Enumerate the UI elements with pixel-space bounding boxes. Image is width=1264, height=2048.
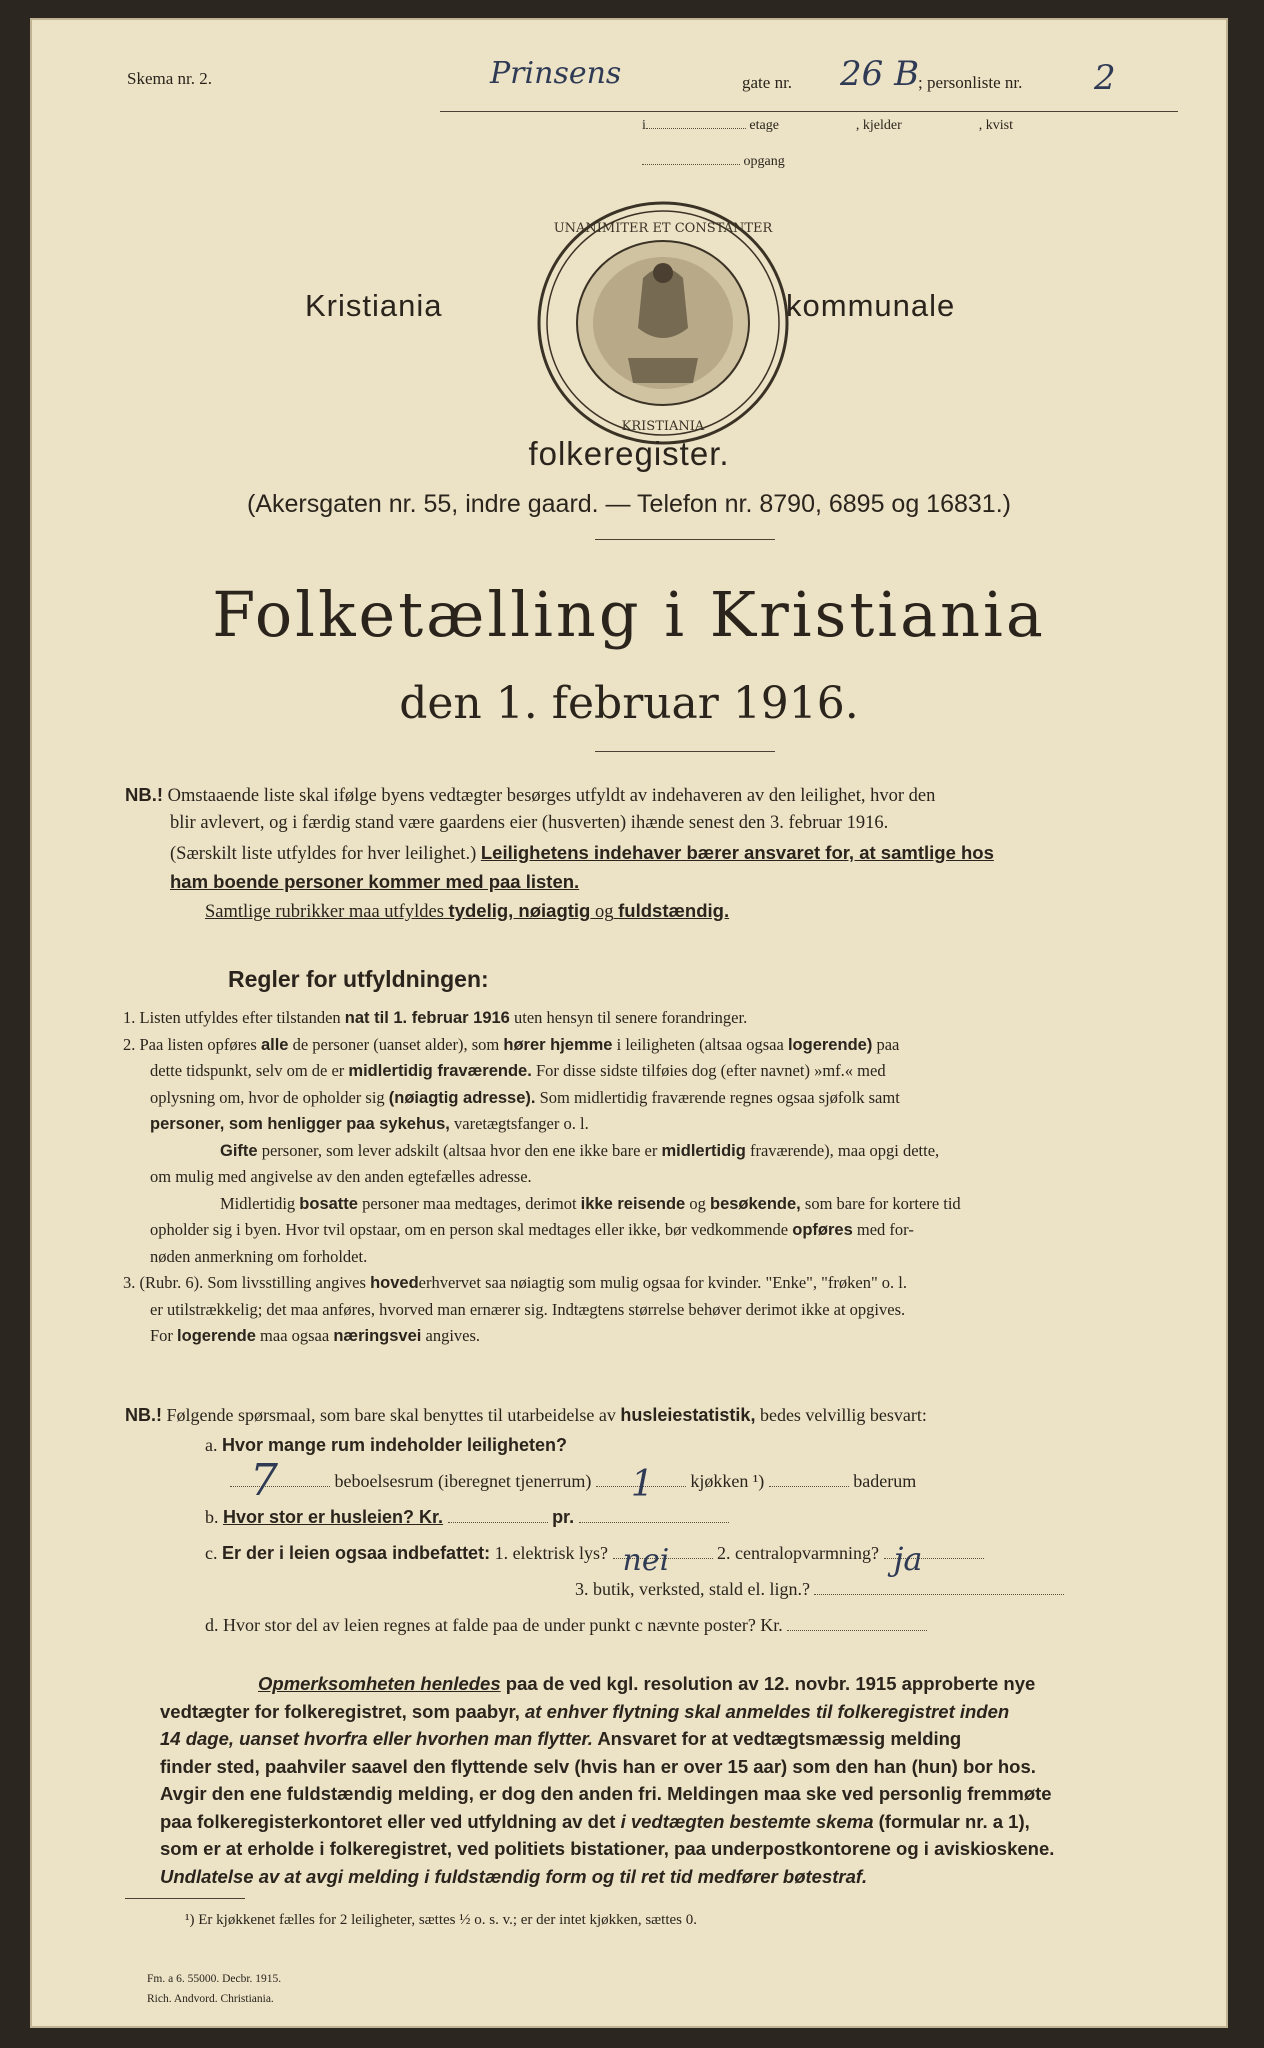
question-d: d. Hvor stor del av leien regnes at falde paa de under punkt c nævnte poster? Kr. bbox=[205, 1615, 783, 1635]
notice-1a: Opmerksomheten henledes bbox=[258, 1673, 501, 1694]
nb1-line-5c: og bbox=[595, 902, 614, 922]
etage-line bbox=[642, 118, 1013, 134]
question-b-pr: pr. bbox=[552, 1507, 575, 1527]
heating-value: ja bbox=[893, 1540, 923, 1578]
schema-label: Skema nr. 2. bbox=[127, 69, 212, 88]
notice-5: Avgir den ene fuldstændig melding, er dog den anden fri. Meldingen maa ske ved personlig fremmøte bbox=[160, 1783, 1052, 1804]
rule-2c: de personer (uanset alder), som bbox=[292, 1034, 500, 1054]
qc-electric-label: 1. elektrisk lys? bbox=[494, 1543, 609, 1563]
rule-6c: midlertidig bbox=[661, 1141, 746, 1160]
kommunale-label: kommunale bbox=[786, 288, 956, 323]
rule-3b: midlertidig fraværende. bbox=[348, 1062, 532, 1080]
nb2-marker: NB.! bbox=[125, 1405, 162, 1425]
header-rule bbox=[440, 111, 1178, 112]
svg-text:KRISTIANIA: KRISTIANIA bbox=[621, 419, 705, 434]
rule-8g: som bare for kortere tid bbox=[800, 1193, 961, 1213]
kjelder-label: , kjelder bbox=[855, 118, 902, 133]
nb2-intro-c: bedes velvillig besvart: bbox=[755, 1405, 927, 1425]
nb-marker: NB.! bbox=[125, 784, 164, 805]
print-info: Fm. a 6. 55000. Decbr. 1915. bbox=[147, 1973, 282, 1985]
rule-11a: 3. (Rubr. 6). Som livsstilling angives bbox=[123, 1273, 366, 1292]
nb1-line-1: Omstaaende liste skal ifølge byens vedtægter besørges utfyldt av indehaveren av den leilighet, hvor den bbox=[167, 786, 936, 806]
rule-1c: uten hensyn til senere forandringer. bbox=[513, 1008, 748, 1027]
rooms-label: beboelsesrum (iberegnet tjenerrum) bbox=[334, 1471, 592, 1491]
rule-5a: personer, som henligger paa sykehus, bbox=[150, 1115, 450, 1133]
i-label: i bbox=[642, 118, 646, 133]
nb1-line-5d: fuldstændig. bbox=[618, 900, 730, 921]
question-a: Hvor mange rum indeholder leiligheten? bbox=[222, 1435, 568, 1455]
rules-heading: Regler for utfyldningen: bbox=[228, 966, 489, 992]
rule-2b: alle bbox=[260, 1035, 289, 1054]
rule-8a: Midlertidig bbox=[220, 1193, 296, 1213]
rule-6d: fraværende), maa opgi dette, bbox=[749, 1140, 940, 1160]
notice-2b: at enhver flytning skal anmeldes til folkeregistret inden bbox=[524, 1700, 1010, 1722]
etage-label: etage bbox=[749, 118, 779, 133]
nb1-line-3b: Leilighetens indehaver bærer ansvaret for, at samtlige hos bbox=[480, 842, 994, 863]
rule-7: om mulig med angivelse av den anden egtefælles adresse. bbox=[150, 1167, 532, 1186]
rule-6a: Gifte bbox=[220, 1141, 258, 1160]
nb1-line-5b: tydelig, nøiagtig bbox=[448, 900, 591, 921]
question-b: Hvor stor er husleien? Kr. bbox=[223, 1507, 444, 1527]
printer-name: Rich. Andvord. Christiania. bbox=[147, 1993, 274, 2005]
rule-3c: For disse sidste tilføies dog (efter navnet) »mf.« med bbox=[535, 1061, 886, 1080]
folkeregister-label: folkeregister. bbox=[528, 435, 730, 472]
opgang-line bbox=[642, 154, 785, 170]
notice-1b: paa de ved kgl. resolution av 12. novbr. 1915 approberte nye bbox=[505, 1673, 1036, 1694]
personliste-number: 2 bbox=[1094, 58, 1116, 98]
rule-2g: paa bbox=[876, 1034, 900, 1054]
address-line: (Akersgaten nr. 55, indre gaard. — Telefon nr. 8790, 6895 og 16831.) bbox=[247, 490, 1011, 518]
main-heading: Folketælling i Kristiania bbox=[212, 578, 1046, 651]
qc-heating-label: 2. centralopvarmning? bbox=[717, 1543, 879, 1563]
rule-13a: For bbox=[150, 1326, 173, 1345]
rooms-value: 7 bbox=[250, 1455, 278, 1506]
kvist-label: , kvist bbox=[978, 118, 1014, 133]
notice-3a: 14 dage, uanset hvorfra eller hvorhen man flytter. bbox=[160, 1728, 593, 1749]
kitchen-label: kjøkken ¹) bbox=[690, 1471, 765, 1491]
notice-6b: i vedtægten bestemte skema bbox=[620, 1810, 874, 1832]
nb1-line-2: blir avlevert, og i færdig stand være gaardens eier (husverten) ihænde senest den 3. februar 1916. bbox=[170, 813, 889, 833]
rule-13e: angives. bbox=[425, 1326, 481, 1345]
street-handwritten: Prinsens bbox=[490, 56, 622, 91]
qb-letter: b. bbox=[205, 1507, 219, 1527]
bath-label: baderum bbox=[853, 1471, 917, 1491]
rule-8c: personer maa medtages, derimot bbox=[362, 1193, 577, 1213]
rule-2a: 2. Paa listen opføres bbox=[123, 1034, 257, 1054]
rule-4c: Som midlertidig fraværende regnes ogsaa sjøfolk samt bbox=[539, 1087, 900, 1107]
rule-9a: opholder sig i byen. Hvor tvil opstaar, om en person skal medtages eller ikke, bør vedkommende bbox=[150, 1220, 789, 1239]
gate-number: 26 B bbox=[840, 54, 920, 94]
rule-12: er utilstrækkelig; det maa anføres, hvorved man ernærer sig. Indtægtens størrelse behøver derimot ikke at opgives. bbox=[150, 1299, 906, 1319]
rule-8b: bosatte bbox=[299, 1194, 358, 1213]
rule-3a: dette tidspunkt, selv om de er bbox=[150, 1061, 345, 1080]
rule-5b: varetægtsfanger o. l. bbox=[454, 1114, 589, 1133]
rule-2e: i leiligheten (altsaa ogsaa bbox=[616, 1034, 784, 1054]
gate-label: gate nr. bbox=[742, 73, 793, 92]
rule-1a: 1. Listen utfyldes efter tilstanden bbox=[123, 1008, 341, 1027]
footnote: ¹) Er kjøkkenet fælles for 2 leiligheter, sættes ½ o. s. v.; er der intet kjøkken, sættes 0. bbox=[185, 1912, 697, 1928]
notice-6c: (formular nr. a 1), bbox=[878, 1810, 1030, 1832]
divider-1 bbox=[595, 539, 775, 540]
nb1-line-5a: Samtlige rubrikker maa utfyldes bbox=[205, 902, 444, 922]
notice-8: Undlatelse av at avgi melding i fuldstændig form og til ret tid medfører bøtestraf. bbox=[160, 1865, 868, 1887]
rule-9b: opføres bbox=[792, 1221, 853, 1239]
rule-1b: nat til 1. februar 1916 bbox=[344, 1009, 510, 1027]
qc-shop-label: 3. butik, verksted, stald el. lign.? bbox=[575, 1579, 810, 1599]
kristiania-seal-icon bbox=[518, 198, 808, 448]
rule-8e: og bbox=[689, 1193, 706, 1213]
qa-letter: a. bbox=[205, 1435, 218, 1455]
rule-9c: med for- bbox=[856, 1220, 914, 1239]
rule-13d: næringsvei bbox=[333, 1327, 422, 1345]
nb1-line-3a: (Særskilt liste utfyldes for hver leilighet.) bbox=[170, 844, 477, 864]
qc-letter: c. bbox=[205, 1543, 218, 1563]
notice-2a: vedtægter for folkeregistret, som paabyr, bbox=[160, 1700, 520, 1722]
opgang-label: opgang bbox=[743, 154, 785, 169]
rule-8f: besøkende, bbox=[709, 1194, 801, 1213]
rule-10: nøden anmerkning om forholdet. bbox=[150, 1246, 368, 1266]
rule-4a: oplysning om, hvor de opholder sig bbox=[150, 1087, 385, 1107]
notice-3b: Ansvaret for at vedtægtsmæssig melding bbox=[597, 1728, 962, 1749]
notice-4: finder sted, paahviler saavel den flyttende selv (hvis han er over 15 aar) som den han (hun) bor hos. bbox=[160, 1755, 1036, 1777]
rule-8d: ikke reisende bbox=[580, 1194, 686, 1213]
document-page bbox=[30, 18, 1228, 2028]
divider-2 bbox=[595, 751, 775, 752]
rule-2d: hører hjemme bbox=[503, 1035, 613, 1054]
electric-value: nei bbox=[622, 1543, 670, 1578]
rule-13b: logerende bbox=[177, 1327, 256, 1345]
rule-6b: personer, som lever adskilt (altsaa hvor den ene ikke bare er bbox=[261, 1140, 658, 1160]
nb2-intro-a: Følgende spørsmaal, som bare skal benyttes til utarbeidelse av bbox=[166, 1405, 616, 1425]
nb2-intro-b: husleiestatistik, bbox=[620, 1405, 756, 1425]
footnote-rule bbox=[125, 1898, 245, 1899]
notice-6a: paa folkeregisterkontoret eller ved utfyldning av det bbox=[160, 1810, 616, 1832]
rule-11c: erhvervet saa nøiagtig som mulig ogsaa for kvinder. "Enke", "frøken" o. l. bbox=[418, 1273, 908, 1292]
nb1-line-4: ham boende personer kommer med paa listen. bbox=[170, 871, 580, 892]
rule-4b: (nøiagtig adresse). bbox=[388, 1088, 536, 1107]
rule-11b: hoved bbox=[370, 1274, 419, 1292]
notice-7: som er at erholde i folkeregistret, ved politiets bistationer, paa underpostkontorene og i aviskioskene. bbox=[160, 1838, 1055, 1859]
rule-2f: logerende) bbox=[787, 1035, 873, 1054]
question-c: Er der i leien ogsaa indbefattet: bbox=[222, 1543, 491, 1563]
kitchen-value: 1 bbox=[630, 1464, 654, 1505]
personliste-label: ; personliste nr. bbox=[918, 73, 1023, 92]
svg-text:UNANIMITER ET CONSTANTER: UNANIMITER ET CONSTANTER bbox=[553, 221, 773, 236]
city-label: Kristiania bbox=[305, 288, 443, 323]
date-heading: den 1. februar 1916. bbox=[399, 678, 859, 729]
rule-13c: maa ogsaa bbox=[260, 1326, 330, 1345]
